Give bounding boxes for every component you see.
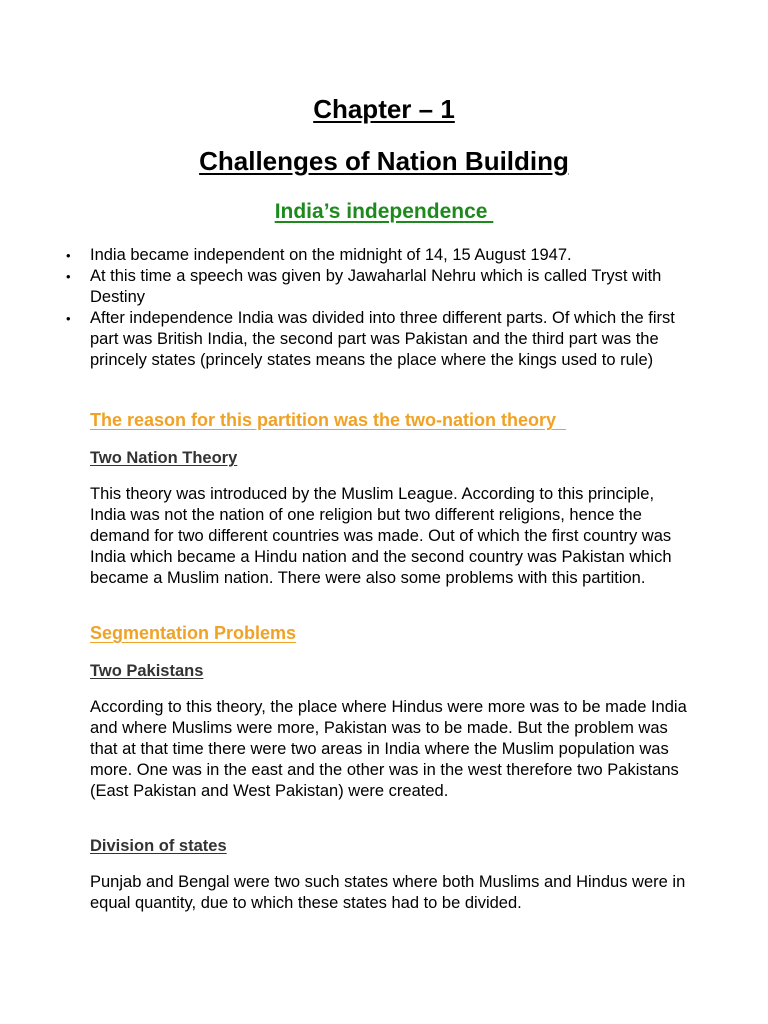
section-heading-segmentation-problems: Segmentation Problems [90,623,297,643]
page-title: Challenges of Nation Building [199,146,569,176]
list-item [66,245,690,266]
list-item [66,308,690,371]
section-heading-partition-reason: The reason for this partition was the two-nation theory [90,410,567,430]
subheading-division-of-states: Division of states [90,837,227,855]
bullet-icon: • [66,269,71,284]
chapter-heading: Chapter – 1 [313,94,455,124]
bullet-text: India became independent on the midnight of 14, 15 August 1947. [90,246,572,264]
bullet-text: At this time a speech was given by Jawaharlal Nehru which is called Tryst with Destiny [90,267,662,306]
paragraph-division-of-states: Punjab and Bengal were two such states where both Muslims and Hindus were in equal quantity, due to which these states had to be divided. [90,873,686,912]
bullet-icon: • [66,248,71,263]
independence-bullet-list [66,245,690,371]
subtitle-indias-independence: India’s independence [274,200,494,223]
paragraph-two-nation-theory: This theory was introduced by the Muslim League. According to this principle, India was not the nation of one religion but two different religions, hence the demand for two different countries was made. Out of which the first country was India which became a Hindu nation and the second country was Pakistan which became a Muslim nation. There were also some problems with this partition. [90,485,672,587]
paragraph-two-pakistans: According to this theory, the place where Hindus were more was to be made India and where Muslims were more, Pakistan was to be made. But the problem was that at that time there were two areas in India where the Muslim population was more. One was in the east and the other was in the west therefore two Pakistans (East Pakistan and West Pakistan) were created. [90,698,687,800]
list-item [66,266,690,308]
subheading-two-nation-theory: Two Nation Theory [90,449,238,467]
bullet-text: After independence India was divided into three different parts. Of which the first part was British India, the second part was Pakistan and the third part was the princely states (princely states means the place where the kings used to rule) [90,309,675,369]
subheading-two-pakistans: Two Pakistans [90,662,204,680]
bullet-icon: • [66,311,71,326]
